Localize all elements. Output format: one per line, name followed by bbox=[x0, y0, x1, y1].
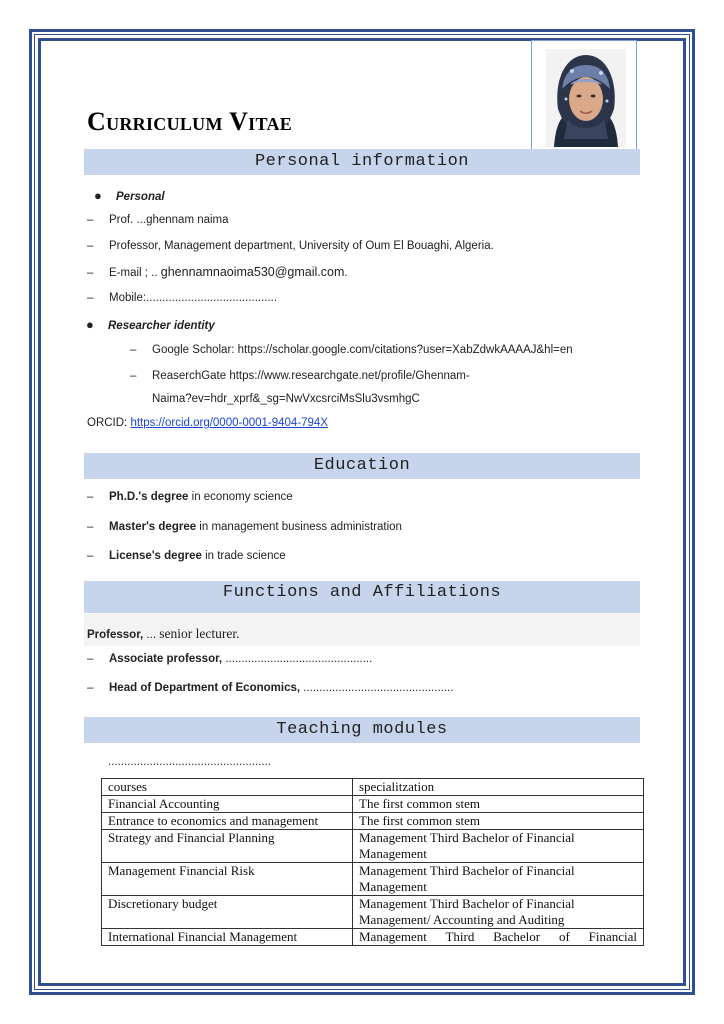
dash-icon: – bbox=[130, 344, 137, 356]
section-header-teaching-modules: Teaching modules bbox=[84, 717, 640, 743]
orcid-label: ORCID: bbox=[87, 417, 128, 429]
specialization-cell: The first common stem bbox=[353, 813, 644, 830]
google-scholar-line bbox=[130, 344, 573, 356]
dash-icon: – bbox=[87, 240, 94, 252]
degree-name: Ph.D.'s degree bbox=[109, 491, 189, 503]
personal-position-text: Professor, Management department, University of Oum El Bouaghi, Algeria. bbox=[109, 240, 494, 252]
head-of-department-dots: ............................................... bbox=[300, 682, 454, 694]
bullet-icon: ● bbox=[94, 188, 102, 203]
google-scholar-text: Google Scholar: https://scholar.google.com/citations?user=XabZdwkAAAAJ&hl=en bbox=[152, 344, 573, 356]
table-header-row bbox=[102, 779, 644, 796]
cv-title: Curriculum Vitae bbox=[87, 107, 293, 136]
researchgate-text: ReaserchGate https://www.researchgate.net/profile/Ghennam- bbox=[152, 370, 470, 382]
associate-professor-label: Associate professor, bbox=[109, 653, 223, 665]
course-cell: Strategy and Financial Planning bbox=[102, 830, 353, 863]
dash-icon: – bbox=[87, 550, 94, 562]
course-cell: Discretionary budget bbox=[102, 896, 353, 929]
function-head-of-department bbox=[87, 682, 453, 694]
course-cell: International Financial Management bbox=[102, 929, 353, 946]
professor-label: Professor, bbox=[87, 629, 144, 641]
dash-icon: – bbox=[87, 267, 94, 279]
table-row bbox=[102, 929, 644, 946]
column-header-specialization: specialitzation bbox=[353, 779, 644, 796]
section-header-personal-information: Personal information bbox=[84, 149, 640, 175]
personal-mobile bbox=[87, 292, 277, 304]
dash-icon: – bbox=[87, 214, 94, 226]
course-cell: Entrance to economics and management bbox=[102, 813, 353, 830]
table-row bbox=[102, 830, 644, 863]
profile-photo bbox=[546, 49, 626, 147]
column-header-courses: courses bbox=[102, 779, 353, 796]
degree-field: in management business administration bbox=[196, 521, 402, 533]
function-professor bbox=[87, 626, 239, 642]
associate-professor-dots: .............................................. bbox=[222, 653, 373, 665]
specialization-cell: The first common stem bbox=[353, 796, 644, 813]
orcid-line bbox=[87, 417, 328, 429]
email-label: E-mail ; .. bbox=[109, 267, 158, 279]
dash-icon: – bbox=[87, 292, 94, 304]
personal-name-text: Prof. ...ghennam naima bbox=[109, 214, 229, 226]
portrait-image bbox=[546, 49, 626, 147]
dash-icon: – bbox=[130, 370, 137, 382]
personal-name bbox=[87, 214, 229, 226]
researcher-heading-label: Researcher identity bbox=[108, 320, 215, 332]
education-item bbox=[87, 521, 402, 533]
dash-icon: – bbox=[87, 653, 94, 665]
function-associate-professor bbox=[87, 653, 372, 665]
degree-field: in economy science bbox=[188, 491, 293, 503]
personal-email bbox=[87, 265, 348, 279]
specialization-cell: Management Third Bachelor of Financial Management bbox=[353, 830, 644, 863]
profile-photo-frame bbox=[531, 40, 637, 150]
dash-icon: – bbox=[87, 682, 94, 694]
degree-field: in trade science bbox=[201, 550, 286, 562]
personal-position bbox=[87, 240, 494, 252]
bullet-icon: ● bbox=[86, 317, 94, 332]
personal-heading bbox=[94, 188, 165, 203]
education-item bbox=[87, 550, 286, 562]
table-row bbox=[102, 796, 644, 813]
professor-dots: ... bbox=[143, 629, 157, 641]
education-item bbox=[87, 491, 293, 503]
email-suffix: . bbox=[344, 267, 348, 279]
teaching-modules-table bbox=[101, 778, 644, 946]
course-cell: Management Financial Risk bbox=[102, 863, 353, 896]
course-cell: Financial Accounting bbox=[102, 796, 353, 813]
table-row bbox=[102, 813, 644, 830]
dash-icon: – bbox=[87, 491, 94, 503]
teaching-dots: ................................................... bbox=[108, 756, 271, 768]
researchgate-line-continued: Naima?ev=hdr_xprf&_sg=NwVxcsrciMsSlu3vsmhgC bbox=[152, 393, 420, 405]
professor-text: senior lecturer. bbox=[159, 626, 240, 641]
mobile-text: Mobile:......................................... bbox=[109, 292, 278, 304]
head-of-department-label: Head of Department of Economics, bbox=[109, 682, 301, 694]
email-address[interactable]: ghennamnaoima530@gmail.com bbox=[160, 265, 345, 279]
dash-icon: – bbox=[87, 521, 94, 533]
personal-heading-label: Personal bbox=[116, 191, 165, 203]
specialization-cell: Management Third Bachelor of Financial Management bbox=[353, 863, 644, 896]
specialization-cell: Management Third Bachelor of Financial Management/ Accounting and Auditing bbox=[353, 896, 644, 929]
researcher-heading bbox=[86, 317, 215, 332]
table-row bbox=[102, 896, 644, 929]
researchgate-line bbox=[130, 370, 470, 382]
orcid-link[interactable]: https://orcid.org/0000-0001-9404-794X bbox=[130, 417, 329, 429]
degree-name: Master's degree bbox=[109, 521, 197, 533]
section-header-functions-affiliations: Functions and Affiliations bbox=[84, 581, 640, 613]
section-header-education: Education bbox=[84, 453, 640, 479]
degree-name: License's degree bbox=[109, 550, 202, 562]
specialization-cell: Management Third Bachelor of Financial bbox=[353, 929, 644, 946]
table-row bbox=[102, 863, 644, 896]
